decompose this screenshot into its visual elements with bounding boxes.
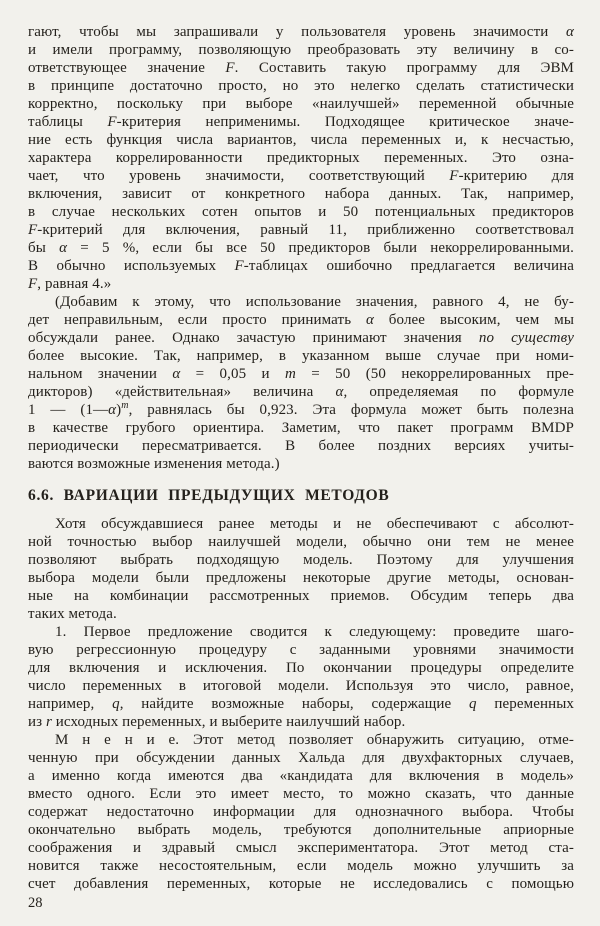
text-line — [28, 641, 574, 659]
math-variable: F — [225, 60, 235, 76]
text-line — [28, 59, 574, 77]
text-segment: включения, зависит от конкретного набора данных. Так, например, — [28, 186, 574, 202]
text-line — [28, 419, 574, 437]
page-number: 28 — [28, 895, 43, 911]
text-line — [28, 383, 574, 401]
text-line — [28, 659, 574, 677]
text-line — [28, 605, 574, 623]
text-line — [28, 401, 574, 419]
text-segment: например, — [28, 696, 113, 712]
math-variable: по существу — [478, 330, 574, 346]
text-segment: таких метода. — [28, 606, 117, 622]
text-line — [28, 569, 574, 587]
math-variable: m — [285, 366, 296, 382]
text-segment: соображения и здравый смысл экспериментатора. Этот метод ста- — [28, 840, 574, 856]
text-segment: число переменных в итоговой модели. Используя это число, равное, — [28, 678, 574, 694]
text-segment: периодически пересматривается. В более поздних версиях учиты- — [28, 438, 574, 454]
text-segment: чает, что уровень значимости, соответствующий — [28, 168, 450, 184]
text-segment: дикторов) «действительная» величина — [28, 384, 336, 400]
text-segment: -критерию для — [458, 168, 574, 184]
text-line — [28, 257, 574, 275]
text-line — [28, 329, 574, 347]
paragraph — [28, 515, 574, 623]
text-line — [28, 347, 574, 365]
text-segment: выбора модели были предложены некоторые другие методы, основан- — [28, 570, 574, 586]
text-line — [28, 731, 574, 749]
text-line — [28, 677, 574, 695]
math-variable: m — [121, 400, 129, 411]
paragraph — [28, 731, 574, 893]
text-segment: в случае нескольких сотен опытов и 50 потенциальных предикторов — [28, 204, 574, 220]
text-line — [28, 293, 574, 311]
text-segment: новится также несостоятельным, если модель можно улучшить за — [28, 858, 574, 874]
text-segment: в качестве грубого ориентира. Заметим, что пакет программ BMDP — [28, 420, 574, 436]
text-segment: корректно, поскольку при выборе «наилучшей» переменной обычные — [28, 96, 574, 112]
text-segment: исходных переменных, и выберите наилучший набор. — [51, 714, 406, 730]
text-line — [28, 77, 574, 95]
text-line — [28, 821, 574, 839]
text-segment: ной точностью выбор наилучшей модели, обычно они тем не менее — [28, 534, 574, 550]
paragraph — [28, 623, 574, 731]
text-segment: вую регрессионную процедуру с заданными уровнями значимости — [28, 642, 574, 658]
text-line — [28, 623, 574, 641]
math-variable: q — [112, 696, 120, 712]
text-line — [28, 695, 574, 713]
text-segment: обсуждали ранее. Однако зачастую принимают значения — [28, 330, 479, 346]
math-variable: r — [46, 714, 52, 730]
text-line — [28, 455, 574, 473]
paragraph — [28, 293, 574, 473]
text-segment: -критерия неприменимы. Подходящее критическое значе- — [116, 114, 575, 130]
math-variable: F — [107, 114, 117, 130]
text-segment: , определяемая по формуле — [343, 384, 574, 400]
text-segment: ченную при обсуждении данных Хальда для двухфакторных случаев, — [28, 750, 574, 766]
paragraph — [28, 23, 574, 293]
text-line — [28, 749, 574, 767]
text-segment: а именно когда имеются два «кандидата для включения в модель» — [28, 768, 574, 784]
text-line — [28, 131, 574, 149]
text-line — [28, 587, 574, 605]
text-segment: = 50 (50 некоррелированных пре- — [295, 366, 574, 382]
math-variable: α — [172, 366, 181, 382]
text-segment: Хотя обсуждавшиеся ранее методы и не обеспечивают с абсолют- — [55, 516, 574, 532]
text-line — [28, 23, 574, 41]
math-variable: α — [108, 402, 117, 418]
text-line — [28, 95, 574, 113]
text-line — [28, 149, 574, 167]
text-segment: . Составить такую программу для ЭВМ — [234, 60, 574, 76]
text-line — [28, 713, 574, 731]
text-segment: характера коррелированности предикторных переменных. Это озна- — [28, 150, 574, 166]
text-line — [28, 203, 574, 221]
text-segment: , найдите возможные наборы, содержащие — [119, 696, 470, 712]
text-line — [28, 311, 574, 329]
math-variable: α — [365, 312, 374, 328]
text-segment: содержат недостаточно информации для однозначного выбора. Чтобы — [28, 804, 574, 820]
math-variable: α — [335, 384, 344, 400]
text-segment: , равнялась бы 0,923. Эта формула может быть полезна — [128, 402, 574, 418]
text-line — [28, 515, 574, 533]
text-segment: ные на комбинации рассмотренных приемов. Обсудим теперь два — [28, 588, 574, 604]
text-segment: переменных — [476, 696, 574, 712]
text-line — [28, 839, 574, 857]
text-segment: ) — [116, 402, 122, 418]
math-variable: α — [59, 240, 68, 256]
math-variable: F — [28, 222, 38, 238]
text-segment: , равная 4.» — [37, 276, 112, 292]
text-segment: гают, чтобы мы запрашивали у пользователя уровень значимости — [28, 24, 567, 40]
text-segment: 1. Первое предложение сводится к следующему: проведите шаго- — [55, 624, 574, 640]
text-segment: ние есть функция числа вариантов, числа переменных и, к несчастью, — [28, 132, 574, 148]
text-segment: и имели программу, позволяющую преобразовать эту величину в со- — [28, 42, 574, 58]
text-line — [28, 437, 574, 455]
text-segment: -критерий для включения, равный 11, приближенно соответствовал — [37, 222, 574, 238]
math-variable: F — [449, 168, 459, 184]
text-segment: бы — [28, 240, 60, 256]
text-segment: из — [28, 714, 47, 730]
text-segment: таблицы — [28, 114, 108, 130]
text-line — [28, 767, 574, 785]
text-line — [28, 803, 574, 821]
text-segment: нальном значении — [28, 366, 173, 382]
text-segment: окончательно выбрать модель, требуются дополнительные априорные — [28, 822, 574, 838]
text-line — [28, 41, 574, 59]
text-line — [28, 167, 574, 185]
text-line — [28, 785, 574, 803]
text-column — [28, 23, 574, 912]
text-segment: дет неправильным, если просто принимать — [28, 312, 366, 328]
text-segment: ответствующее значение — [28, 60, 226, 76]
text-segment: ваются возможные изменения метода.) — [28, 456, 280, 472]
text-segment: в принципе достаточно просто, но это нелегко сделать статистически — [28, 78, 574, 94]
math-variable: q — [469, 696, 477, 712]
text-line — [28, 185, 574, 203]
math-variable: F — [234, 258, 244, 274]
math-variable: α — [566, 24, 574, 40]
text-segment: 1 — (1— — [28, 402, 109, 418]
text-segment: В обычно используемых — [28, 258, 235, 274]
text-segment: вместо одного. Если это имеет место, то можно сказать, что данные — [28, 786, 574, 802]
text-line — [28, 275, 574, 293]
text-segment: счет добавления переменных, которые не исследовались с помощью — [28, 876, 574, 892]
text-line — [28, 365, 574, 383]
section-heading: 6.6. ВАРИАЦИИ ПРЕДЫДУЩИХ МЕТОДОВ — [28, 487, 390, 504]
math-variable: F — [28, 276, 38, 292]
text-segment: (Добавим к этому, что использование значения, равного 4, не бу- — [55, 294, 574, 310]
text-line — [28, 221, 574, 239]
text-segment: позволяют выбрать подходящую модель. Поэтому для улучшения — [28, 552, 574, 568]
text-line — [28, 875, 574, 893]
text-segment: М н е н и е. Этот метод позволяет обнаружить ситуацию, отме- — [55, 732, 574, 748]
text-segment: = 0,05 и — [180, 366, 285, 382]
text-line — [28, 533, 574, 551]
text-segment: -таблицах ошибочно предлагается величина — [243, 258, 575, 274]
text-line — [28, 857, 574, 875]
text-segment: более высокие. Так, например, в указанном выше случае при номи- — [28, 348, 574, 364]
text-segment: = 5 %, если бы все 50 предикторов были некоррелированными. — [67, 240, 575, 256]
text-segment: для включения и исключения. По окончании процедуры определите — [28, 660, 574, 676]
text-line — [28, 239, 574, 257]
text-line — [28, 551, 574, 569]
text-line — [28, 113, 574, 131]
text-segment: более высоким, чем мы — [373, 312, 575, 328]
